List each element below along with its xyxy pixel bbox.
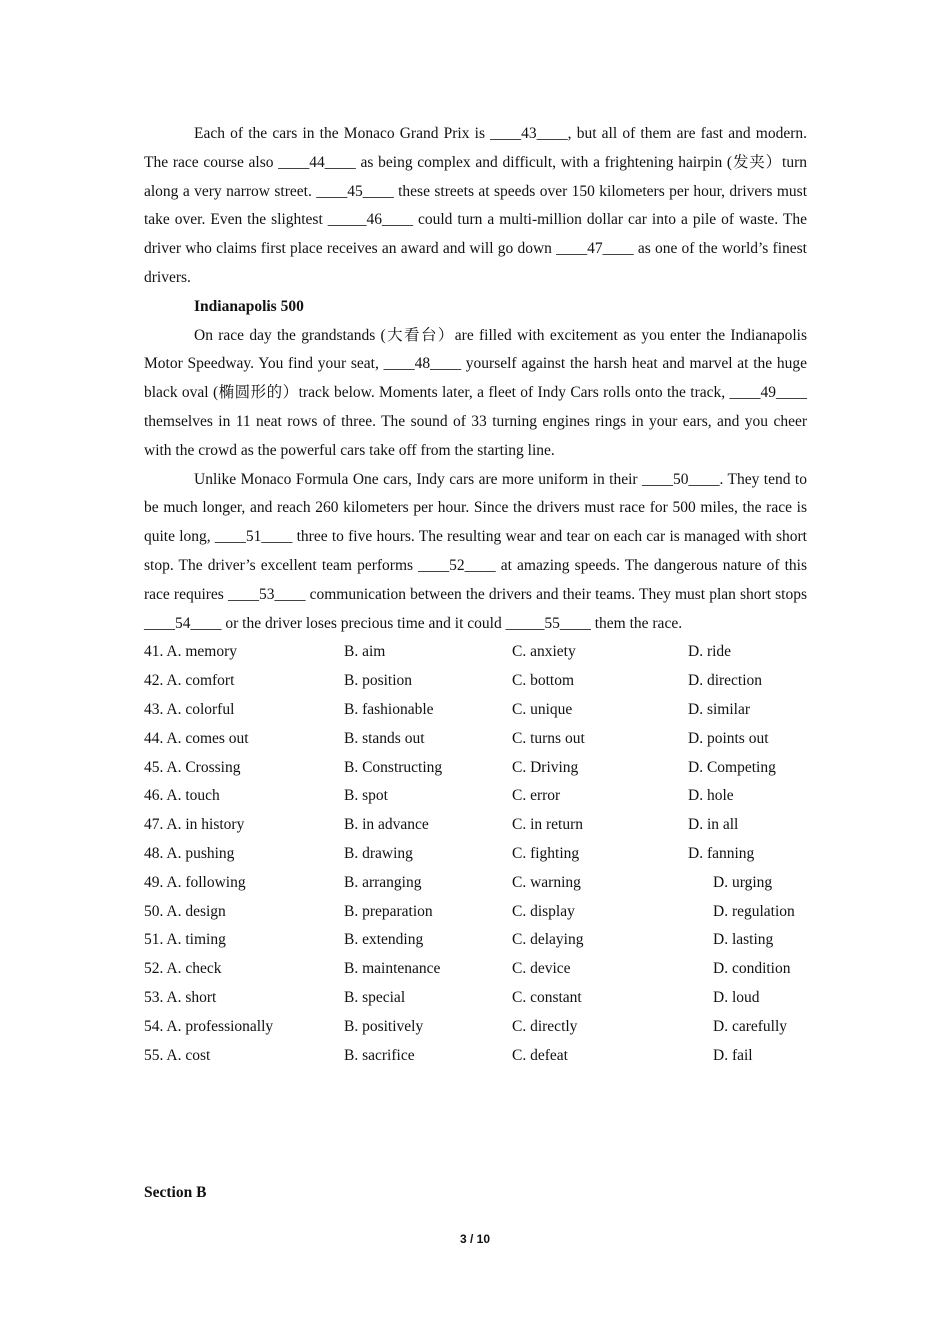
option-b: B. maintenance	[344, 960, 441, 978]
passage-paragraph-indy-cars: Unlike Monaco Formula One cars, Indy cars are more uniform in their ____50____. They tend to be much longer, and reach 260 kilometers per hour. Since the drivers must race for 500 miles, the race is quite long, ____51____ three to five hours. The resulting wear and tear on each car is managed with short stop. The driver’s excellent team performs ____52____ at amazing speeds. The dangerous nature of this race requires ____53____ communication between the drivers and their teams. They must plan short stops ____54____ or the driver loses precious time and it could _____55____ them the race.	[144, 470, 807, 632]
question-49-options	[144, 869, 807, 898]
option-c: C. warning	[512, 873, 581, 891]
question-41-options	[144, 638, 807, 667]
question-54-options	[144, 1013, 807, 1042]
option-a: 55. A. cost	[144, 1046, 211, 1064]
option-a: 52. A. check	[144, 960, 222, 978]
passage-heading-indianapolis: Indianapolis 500	[194, 297, 304, 315]
page-number: 3 / 10	[459, 1232, 491, 1246]
option-c: C. directly	[512, 1017, 578, 1035]
option-b: B. position	[344, 672, 413, 690]
question-42-options	[144, 667, 807, 696]
option-a: 47. A. in history	[144, 816, 245, 834]
option-b: B. extending	[344, 931, 424, 949]
option-c: C. device	[512, 960, 571, 978]
option-c: C. display	[512, 902, 575, 920]
option-a: 45. A. Crossing	[144, 758, 241, 776]
option-b: B. drawing	[344, 844, 413, 862]
option-c: C. error	[512, 787, 561, 805]
option-c: C. in return	[512, 816, 584, 834]
option-a: 46. A. touch	[144, 787, 220, 805]
option-a: 54. A. professionally	[144, 1017, 274, 1035]
option-a: 41. A. memory	[144, 643, 237, 661]
option-d: D. in all	[688, 816, 739, 834]
option-a: 44. A. comes out	[144, 729, 249, 747]
option-d: D. condition	[713, 960, 791, 978]
question-48-options	[144, 840, 807, 869]
option-b: B. sacrifice	[344, 1046, 415, 1064]
option-b: B. aim	[344, 643, 386, 661]
option-a: 50. A. design	[144, 902, 226, 920]
option-b: B. special	[344, 988, 406, 1006]
question-45-options	[144, 754, 807, 783]
option-c: C. anxiety	[512, 643, 576, 661]
question-52-options	[144, 955, 807, 984]
question-55-options	[144, 1042, 807, 1071]
question-50-options	[144, 898, 807, 927]
option-d: D. ride	[688, 643, 732, 661]
option-c: C. defeat	[512, 1046, 568, 1064]
option-a: 51. A. timing	[144, 931, 226, 949]
option-c: C. Driving	[512, 758, 579, 776]
option-d: D. lasting	[713, 931, 774, 949]
option-b: B. stands out	[344, 729, 425, 747]
option-c: C. bottom	[512, 672, 575, 690]
question-44-options	[144, 725, 807, 754]
option-d: D. fail	[713, 1046, 753, 1064]
option-a: 49. A. following	[144, 873, 246, 891]
passage-paragraph-monaco: Each of the cars in the Monaco Grand Prix is ____43____, but all of them are fast and modern. The race course also ____44____ as being complex and difficult, with a frightening hairpin (发夹）turn along a very narrow street. ____45____ these streets at speeds over 150 kilometers per hour, drivers must take over. Even the slightest _____46____ could turn a multi-million dollar car into a pile of waste. The driver who claims first place receives an award and will go down ____47____ as one of the world’s finest drivers.	[144, 125, 807, 286]
option-d: D. direction	[688, 672, 763, 690]
option-b: B. arranging	[344, 873, 422, 891]
question-47-options	[144, 811, 807, 840]
option-d: D. fanning	[688, 844, 755, 862]
question-53-options	[144, 984, 807, 1013]
option-a: 48. A. pushing	[144, 844, 235, 862]
option-b: B. positively	[344, 1017, 424, 1035]
document-body	[144, 120, 807, 1070]
option-d: D. hole	[688, 787, 734, 805]
option-a: 43. A. colorful	[144, 700, 235, 718]
passage-paragraph-race-day: On race day the grandstands (大看台）are filled with excitement as you enter the Indianapolis Motor Speedway. You find your seat, ____48____ yourself against the harsh heat and marvel at the huge black oval (椭圆形的）track below. Moments later, a fleet of Indy Cars rolls onto the track, ____49____ themselves in 11 neat rows of three. The sound of 33 turning engines rings in your ears, and you cheer with the crowd as the powerful cars take off from the starting line.	[144, 326, 807, 459]
option-d: D. regulation	[713, 902, 795, 920]
option-b: B. Constructing	[344, 758, 443, 776]
option-b: B. in advance	[344, 816, 429, 834]
option-c: C. constant	[512, 988, 582, 1006]
option-b: B. preparation	[344, 902, 433, 920]
question-46-options	[144, 782, 807, 811]
option-b: B. spot	[344, 787, 388, 805]
option-c: C. unique	[512, 700, 573, 718]
option-d: D. Competing	[688, 758, 776, 776]
section-b-heading: Section B	[144, 1184, 207, 1201]
option-d: D. loud	[713, 988, 760, 1006]
option-d: D. carefully	[713, 1017, 788, 1035]
option-d: D. urging	[713, 873, 773, 891]
option-a: 53. A. short	[144, 988, 217, 1006]
option-a: 42. A. comfort	[144, 672, 235, 690]
option-d: D. points out	[688, 729, 769, 747]
option-b: B. fashionable	[344, 700, 434, 718]
option-c: C. delaying	[512, 931, 584, 949]
option-c: C. fighting	[512, 844, 580, 862]
answer-options-list	[144, 638, 807, 1070]
question-43-options	[144, 696, 807, 725]
option-d: D. similar	[688, 700, 750, 718]
option-c: C. turns out	[512, 729, 585, 747]
question-51-options	[144, 926, 807, 955]
